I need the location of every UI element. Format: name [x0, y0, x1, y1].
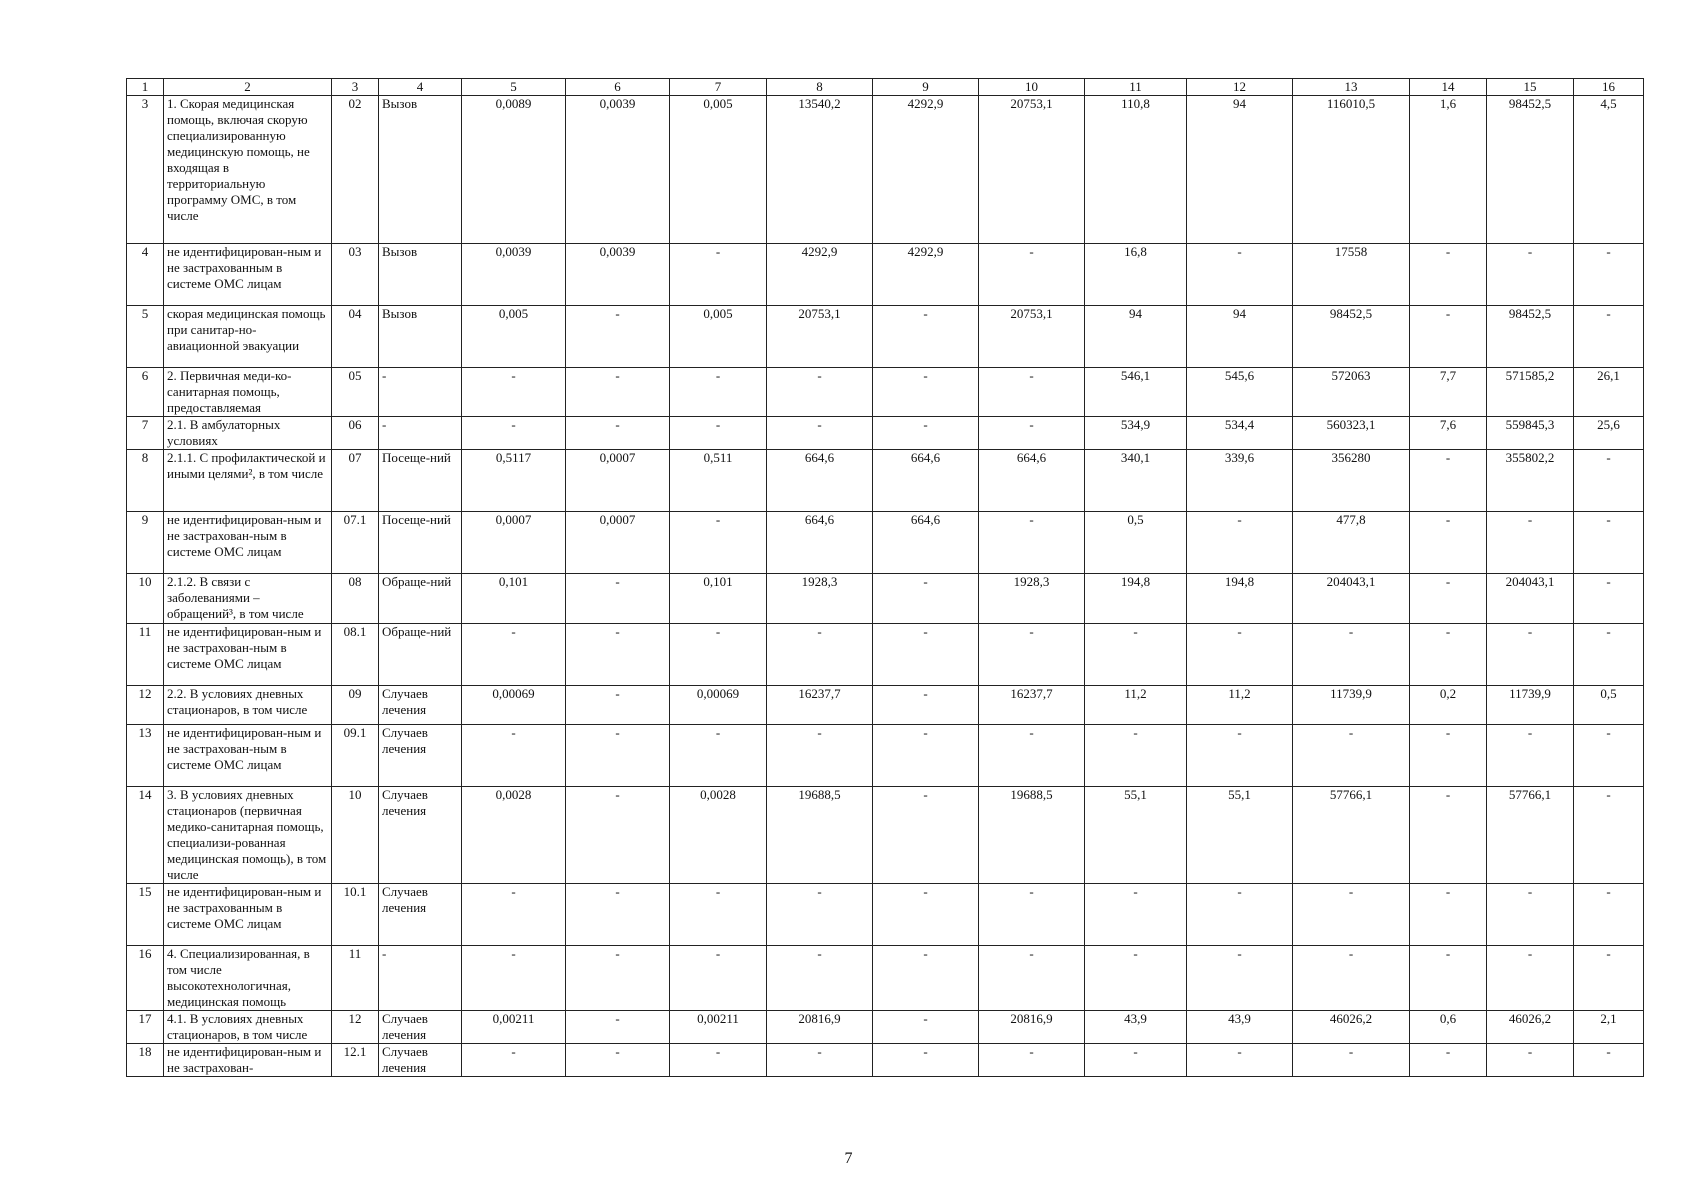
col-9: - [873, 574, 979, 624]
line-code: 08 [332, 574, 379, 624]
col-12: 94 [1187, 306, 1293, 368]
col-10: 16237,7 [979, 686, 1085, 725]
col-14: - [1410, 725, 1487, 787]
col-16: - [1574, 244, 1644, 306]
col-6: - [566, 725, 670, 787]
col-11: 94 [1085, 306, 1187, 368]
col-16: - [1574, 306, 1644, 368]
col-12: - [1187, 946, 1293, 1011]
column-number-13: 13 [1293, 79, 1410, 96]
data-table [126, 78, 1644, 1077]
col-7: 0,511 [670, 450, 767, 512]
col-9: - [873, 787, 979, 884]
col-16: - [1574, 512, 1644, 574]
column-number-15: 15 [1487, 79, 1574, 96]
col-15: 98452,5 [1487, 306, 1574, 368]
col-13: - [1293, 946, 1410, 1011]
col-14: 7,6 [1410, 417, 1487, 450]
col-6: - [566, 686, 670, 725]
row-number: 10 [127, 574, 164, 624]
col-11: - [1085, 725, 1187, 787]
row-number: 14 [127, 787, 164, 884]
col-13: 572063 [1293, 368, 1410, 417]
col-15: - [1487, 725, 1574, 787]
col-12: 55,1 [1187, 787, 1293, 884]
col-9: 4292,9 [873, 244, 979, 306]
col-16: 0,5 [1574, 686, 1644, 725]
col-12: - [1187, 725, 1293, 787]
col-13: 116010,5 [1293, 96, 1410, 244]
description: не идентифицирован-ным и не застрахованным в системе ОМС лицам [164, 884, 332, 946]
col-16: - [1574, 725, 1644, 787]
col-10: - [979, 417, 1085, 450]
col-13: - [1293, 1044, 1410, 1077]
col-8: 20816,9 [767, 1011, 873, 1044]
column-number-6: 6 [566, 79, 670, 96]
col-10: 20816,9 [979, 1011, 1085, 1044]
col-11: 194,8 [1085, 574, 1187, 624]
unit: Вызов [379, 96, 462, 244]
col-15: 46026,2 [1487, 1011, 1574, 1044]
page-number: 7 [844, 1150, 853, 1167]
unit: Случаев лечения [379, 787, 462, 884]
col-11: 534,9 [1085, 417, 1187, 450]
col-14: 1,6 [1410, 96, 1487, 244]
row-number: 18 [127, 1044, 164, 1077]
description: 2.1.1. С профилактической и иными целями², в том числе [164, 450, 332, 512]
description: не идентифицирован-ным и не застрахованным в системе ОМС лицам [164, 244, 332, 306]
unit: Посеще-ний [379, 450, 462, 512]
col-8: - [767, 725, 873, 787]
col-14: 0,2 [1410, 686, 1487, 725]
line-code: 03 [332, 244, 379, 306]
col-9: - [873, 946, 979, 1011]
description: 4. Специализированная, в том числе высокотехнологичная, медицинская помощь [164, 946, 332, 1011]
col-13: 204043,1 [1293, 574, 1410, 624]
col-5: 0,00069 [462, 686, 566, 725]
unit: Случаев лечения [379, 725, 462, 787]
unit: Вызов [379, 244, 462, 306]
col-13: 11739,9 [1293, 686, 1410, 725]
col-8: 4292,9 [767, 244, 873, 306]
col-6: - [566, 417, 670, 450]
description: 3. В условиях дневных стационаров (первичная медико-санитарная помощь, специализи-рованная медицинская помощь), в том числе [164, 787, 332, 884]
col-11: 16,8 [1085, 244, 1187, 306]
col-5: 0,5117 [462, 450, 566, 512]
col-16: 26,1 [1574, 368, 1644, 417]
col-13: - [1293, 725, 1410, 787]
column-number-2: 2 [164, 79, 332, 96]
col-15: 355802,2 [1487, 450, 1574, 512]
col-7: - [670, 1044, 767, 1077]
description: 2.1.2. В связи с заболеваниями – обращений³, в том числе [164, 574, 332, 624]
row-number: 15 [127, 884, 164, 946]
col-6: - [566, 946, 670, 1011]
col-10: 19688,5 [979, 787, 1085, 884]
col-10: - [979, 946, 1085, 1011]
unit: Случаев лечения [379, 884, 462, 946]
row-number: 11 [127, 624, 164, 686]
col-9: - [873, 725, 979, 787]
col-12: - [1187, 624, 1293, 686]
col-7: 0,005 [670, 306, 767, 368]
column-number-3: 3 [332, 79, 379, 96]
table-row [127, 884, 1644, 946]
line-code: 04 [332, 306, 379, 368]
column-number-7: 7 [670, 79, 767, 96]
col-10: 20753,1 [979, 96, 1085, 244]
col-6: - [566, 1044, 670, 1077]
col-15: 204043,1 [1487, 574, 1574, 624]
col-14: - [1410, 574, 1487, 624]
col-12: - [1187, 244, 1293, 306]
col-6: - [566, 787, 670, 884]
col-7: 0,0028 [670, 787, 767, 884]
col-9: - [873, 1011, 979, 1044]
col-7: 0,00211 [670, 1011, 767, 1044]
col-14: - [1410, 946, 1487, 1011]
col-15: - [1487, 244, 1574, 306]
col-8: - [767, 884, 873, 946]
col-16: - [1574, 787, 1644, 884]
row-number: 16 [127, 946, 164, 1011]
table-row [127, 368, 1644, 417]
row-number: 4 [127, 244, 164, 306]
col-6: - [566, 306, 670, 368]
col-8: 664,6 [767, 450, 873, 512]
table-row [127, 725, 1644, 787]
col-9: - [873, 686, 979, 725]
table-row [127, 946, 1644, 1011]
col-5: 0,0039 [462, 244, 566, 306]
col-5: 0,101 [462, 574, 566, 624]
col-6: - [566, 368, 670, 417]
col-7: 0,101 [670, 574, 767, 624]
col-16: 4,5 [1574, 96, 1644, 244]
col-16: - [1574, 1044, 1644, 1077]
description: скорая медицинская помощь при санитар-но-авиационной эвакуации [164, 306, 332, 368]
col-14: 7,7 [1410, 368, 1487, 417]
unit: Случаев лечения [379, 1011, 462, 1044]
line-code: 07.1 [332, 512, 379, 574]
col-10: 664,6 [979, 450, 1085, 512]
col-6: - [566, 1011, 670, 1044]
table-row [127, 417, 1644, 450]
col-16: 2,1 [1574, 1011, 1644, 1044]
col-12: - [1187, 512, 1293, 574]
col-15: 11739,9 [1487, 686, 1574, 725]
col-6: - [566, 884, 670, 946]
col-10: - [979, 884, 1085, 946]
line-code: 09.1 [332, 725, 379, 787]
col-14: - [1410, 624, 1487, 686]
col-8: 1928,3 [767, 574, 873, 624]
col-5: 0,0007 [462, 512, 566, 574]
col-9: - [873, 624, 979, 686]
line-code: 12 [332, 1011, 379, 1044]
col-8: 664,6 [767, 512, 873, 574]
col-10: - [979, 512, 1085, 574]
col-5: - [462, 725, 566, 787]
col-10: - [979, 624, 1085, 686]
col-7: - [670, 725, 767, 787]
col-6: 0,0007 [566, 512, 670, 574]
row-number: 13 [127, 725, 164, 787]
col-16: - [1574, 574, 1644, 624]
col-12: 339,6 [1187, 450, 1293, 512]
col-11: - [1085, 946, 1187, 1011]
unit: Обраще-ний [379, 624, 462, 686]
column-number-9: 9 [873, 79, 979, 96]
col-9: - [873, 884, 979, 946]
col-13: 356280 [1293, 450, 1410, 512]
description: не идентифицирован-ным и не застрахован- [164, 1044, 332, 1077]
col-13: 560323,1 [1293, 417, 1410, 450]
description: 4.1. В условиях дневных стационаров, в том числе [164, 1011, 332, 1044]
col-13: - [1293, 884, 1410, 946]
col-7: - [670, 512, 767, 574]
col-6: - [566, 624, 670, 686]
col-16: 25,6 [1574, 417, 1644, 450]
col-8: - [767, 368, 873, 417]
column-number-4: 4 [379, 79, 462, 96]
col-7: - [670, 244, 767, 306]
col-12: 94 [1187, 96, 1293, 244]
col-13: 57766,1 [1293, 787, 1410, 884]
col-15: 57766,1 [1487, 787, 1574, 884]
col-11: 546,1 [1085, 368, 1187, 417]
col-11: - [1085, 624, 1187, 686]
col-13: - [1293, 624, 1410, 686]
column-number-10: 10 [979, 79, 1085, 96]
col-5: - [462, 417, 566, 450]
description: не идентифицирован-ным и не застрахован-ным в системе ОМС лицам [164, 512, 332, 574]
column-number-1: 1 [127, 79, 164, 96]
col-5: - [462, 368, 566, 417]
table-row [127, 686, 1644, 725]
col-8: - [767, 417, 873, 450]
col-13: 98452,5 [1293, 306, 1410, 368]
col-10: - [979, 725, 1085, 787]
col-5: - [462, 1044, 566, 1077]
col-12: 43,9 [1187, 1011, 1293, 1044]
table-row [127, 450, 1644, 512]
column-number-8: 8 [767, 79, 873, 96]
col-8: 19688,5 [767, 787, 873, 884]
table-row [127, 96, 1644, 244]
row-number: 8 [127, 450, 164, 512]
row-number: 5 [127, 306, 164, 368]
line-code: 02 [332, 96, 379, 244]
col-13: 17558 [1293, 244, 1410, 306]
unit: - [379, 368, 462, 417]
col-5: 0,0089 [462, 96, 566, 244]
col-7: - [670, 624, 767, 686]
col-6: 0,0039 [566, 96, 670, 244]
col-13: 46026,2 [1293, 1011, 1410, 1044]
line-code: 08.1 [332, 624, 379, 686]
col-7: - [670, 417, 767, 450]
col-7: - [670, 368, 767, 417]
col-16: - [1574, 884, 1644, 946]
col-11: 55,1 [1085, 787, 1187, 884]
col-15: - [1487, 512, 1574, 574]
line-code: 06 [332, 417, 379, 450]
col-11: 0,5 [1085, 512, 1187, 574]
col-12: 534,4 [1187, 417, 1293, 450]
col-11: 43,9 [1085, 1011, 1187, 1044]
col-8: 16237,7 [767, 686, 873, 725]
description: не идентифицирован-ным и не застрахован-ным в системе ОМС лицам [164, 624, 332, 686]
col-7: 0,00069 [670, 686, 767, 725]
line-code: 11 [332, 946, 379, 1011]
col-7: - [670, 946, 767, 1011]
column-number-11: 11 [1085, 79, 1187, 96]
col-6: 0,0007 [566, 450, 670, 512]
col-15: 559845,3 [1487, 417, 1574, 450]
col-5: 0,0028 [462, 787, 566, 884]
col-9: 664,6 [873, 512, 979, 574]
col-12: 194,8 [1187, 574, 1293, 624]
col-9: - [873, 1044, 979, 1077]
table-row [127, 1011, 1644, 1044]
line-code: 10 [332, 787, 379, 884]
col-15: 571585,2 [1487, 368, 1574, 417]
line-code: 12.1 [332, 1044, 379, 1077]
description: 2. Первичная меди-ко-санитарная помощь, предоставляемая [164, 368, 332, 417]
table-row [127, 1044, 1644, 1077]
col-15: - [1487, 884, 1574, 946]
table-row [127, 512, 1644, 574]
col-10: - [979, 244, 1085, 306]
line-code: 05 [332, 368, 379, 417]
col-15: - [1487, 624, 1574, 686]
column-number-16: 16 [1574, 79, 1644, 96]
unit: - [379, 417, 462, 450]
table-row [127, 787, 1644, 884]
table-row [127, 306, 1644, 368]
description: 2.1. В амбулаторных условиях [164, 417, 332, 450]
col-5: 0,005 [462, 306, 566, 368]
col-8: - [767, 1044, 873, 1077]
col-9: - [873, 417, 979, 450]
col-13: 477,8 [1293, 512, 1410, 574]
col-16: - [1574, 450, 1644, 512]
col-11: 110,8 [1085, 96, 1187, 244]
column-number-12: 12 [1187, 79, 1293, 96]
col-10: - [979, 1044, 1085, 1077]
unit: Случаев лечения [379, 1044, 462, 1077]
col-14: - [1410, 512, 1487, 574]
row-number: 9 [127, 512, 164, 574]
line-code: 09 [332, 686, 379, 725]
line-code: 10.1 [332, 884, 379, 946]
unit: - [379, 946, 462, 1011]
column-number-14: 14 [1410, 79, 1487, 96]
col-8: - [767, 624, 873, 686]
col-9: - [873, 368, 979, 417]
col-15: - [1487, 946, 1574, 1011]
col-10: 20753,1 [979, 306, 1085, 368]
col-15: 98452,5 [1487, 96, 1574, 244]
table-row [127, 624, 1644, 686]
col-5: - [462, 946, 566, 1011]
unit: Вызов [379, 306, 462, 368]
line-code: 07 [332, 450, 379, 512]
col-11: 11,2 [1085, 686, 1187, 725]
col-12: 11,2 [1187, 686, 1293, 725]
col-6: 0,0039 [566, 244, 670, 306]
col-14: - [1410, 244, 1487, 306]
col-14: - [1410, 787, 1487, 884]
col-16: - [1574, 624, 1644, 686]
column-number-row [127, 79, 1644, 96]
col-11: 340,1 [1085, 450, 1187, 512]
col-12: - [1187, 1044, 1293, 1077]
col-12: 545,6 [1187, 368, 1293, 417]
col-9: 664,6 [873, 450, 979, 512]
unit: Обраще-ний [379, 574, 462, 624]
col-5: - [462, 624, 566, 686]
column-number-5: 5 [462, 79, 566, 96]
row-number: 17 [127, 1011, 164, 1044]
unit: Посеще-ний [379, 512, 462, 574]
description: 1. Скорая медицинская помощь, включая скорую специализированную медицинскую помощь, не входящая в территориальную программу ОМС, в том числе [164, 96, 332, 244]
col-11: - [1085, 884, 1187, 946]
col-11: - [1085, 1044, 1187, 1077]
unit: Случаев лечения [379, 686, 462, 725]
col-8: 13540,2 [767, 96, 873, 244]
col-10: - [979, 368, 1085, 417]
col-15: - [1487, 1044, 1574, 1077]
col-7: - [670, 884, 767, 946]
col-8: 20753,1 [767, 306, 873, 368]
col-9: 4292,9 [873, 96, 979, 244]
col-7: 0,005 [670, 96, 767, 244]
row-number: 12 [127, 686, 164, 725]
description: не идентифицирован-ным и не застрахован-ным в системе ОМС лицам [164, 725, 332, 787]
col-5: 0,00211 [462, 1011, 566, 1044]
col-14: - [1410, 450, 1487, 512]
col-14: 0,6 [1410, 1011, 1487, 1044]
col-5: - [462, 884, 566, 946]
col-9: - [873, 306, 979, 368]
col-16: - [1574, 946, 1644, 1011]
row-number: 3 [127, 96, 164, 244]
col-8: - [767, 946, 873, 1011]
table-row [127, 574, 1644, 624]
col-14: - [1410, 1044, 1487, 1077]
col-10: 1928,3 [979, 574, 1085, 624]
table-row [127, 244, 1644, 306]
col-12: - [1187, 884, 1293, 946]
description: 2.2. В условиях дневных стационаров, в том числе [164, 686, 332, 725]
col-14: - [1410, 884, 1487, 946]
col-6: - [566, 574, 670, 624]
col-14: - [1410, 306, 1487, 368]
row-number: 7 [127, 417, 164, 450]
row-number: 6 [127, 368, 164, 417]
